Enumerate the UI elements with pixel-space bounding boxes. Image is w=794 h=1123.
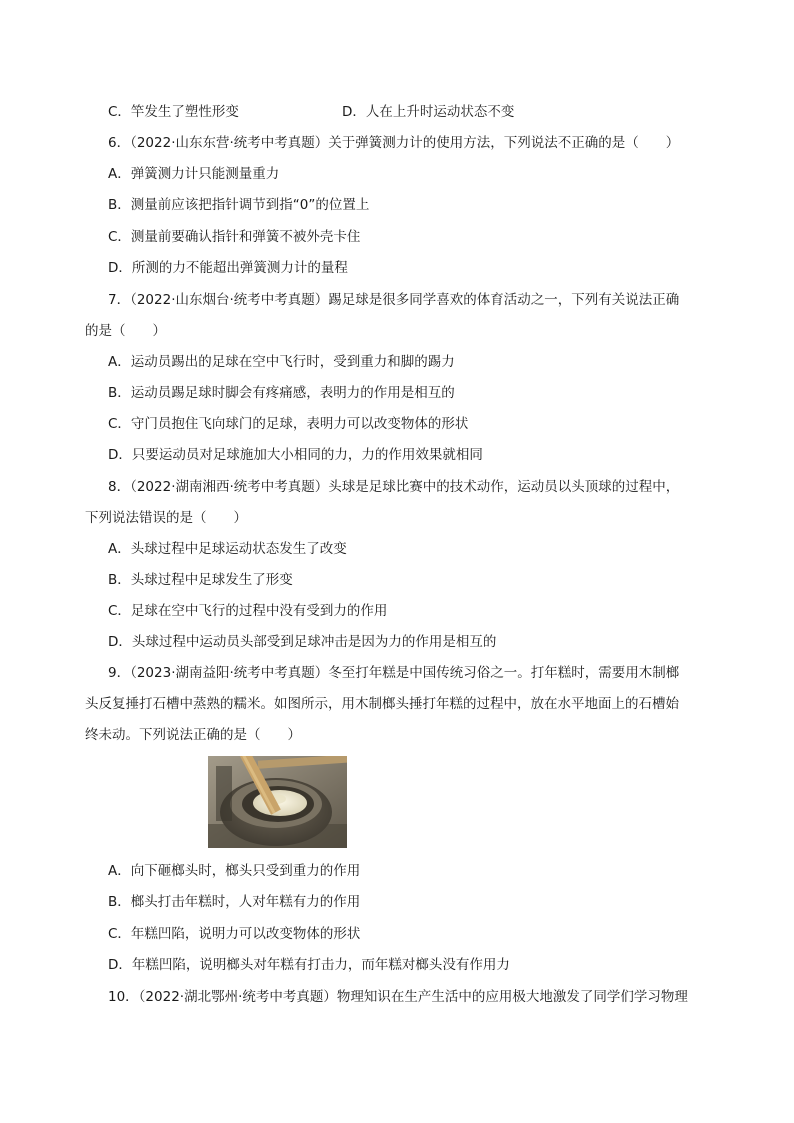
- q8-stem-line1: 8．（2022·湖南湘西·统考中考真题）头球是足球比赛中的技术动作，运动员以头顶球的过程中，: [108, 479, 680, 495]
- q8-option-d: D．头球过程中运动员头部受到足球冲击是因为力的作用是相互的: [108, 634, 497, 650]
- q5-option-d: D．人在上升时运动状态不变: [342, 104, 515, 120]
- q9-stem-line1: 9．（2023·湖南益阳·统考中考真题）冬至打年糕是中国传统习俗之一。打年糕时，需要用木制榔: [108, 665, 680, 681]
- q7-option-b: B．运动员踢足球时脚会有疼痛感，表明力的作用是相互的: [108, 385, 455, 401]
- q8-option-c: C．足球在空中飞行的过程中没有受到力的作用: [108, 603, 388, 619]
- q6-option-d: D．所测的力不能超出弹簧测力计的量程: [108, 260, 348, 276]
- q5-option-c: C．竿发生了塑性形变: [108, 104, 239, 120]
- q6-option-a: A．弹簧测力计只能测量重力: [108, 166, 280, 182]
- q7-stem-line1: 7．（2022·山东烟台·统考中考真题）踢足球是很多同学喜欢的体育活动之一，下列有关说法正确: [108, 292, 680, 308]
- q8-option-b: B．头球过程中足球发生了形变: [108, 572, 293, 588]
- q7-stem-line2: 的是（ ）: [85, 323, 166, 339]
- q9-option-a: A．向下砸榔头时，榔头只受到重力的作用: [108, 863, 361, 879]
- q9-option-c: C．年糕凹陷，说明力可以改变物体的形状: [108, 926, 361, 942]
- q9-option-b: B．榔头打击年糕时，人对年糕有力的作用: [108, 894, 361, 910]
- q7-option-c: C．守门员抱住飞向球门的足球，表明力可以改变物体的形状: [108, 416, 469, 432]
- q6-option-c: C．测量前要确认指针和弹簧不被外壳卡住: [108, 229, 361, 245]
- q7-option-a: A．运动员踢出的足球在空中飞行时，受到重力和脚的踢力: [108, 354, 455, 370]
- rice-cake-pounding-photo: [208, 756, 347, 848]
- q9-stem-line2: 头反复捶打石槽中蒸熟的糯米。如图所示，用木制榔头捶打年糕的过程中，放在水平地面上的石槽始: [85, 696, 679, 712]
- q6-option-b: B．测量前应该把指针调节到指“0”的位置上: [108, 197, 370, 213]
- q8-option-a: A．头球过程中足球运动状态发生了改变: [108, 541, 347, 557]
- q9-option-d: D．年糕凹陷，说明榔头对年糕有打击力，而年糕对榔头没有作用力: [108, 957, 510, 973]
- q10-stem-line1: 10．（2022·湖北鄂州·统考中考真题）物理知识在生产生活中的应用极大地激发了同学们学习物理: [108, 989, 688, 1005]
- q6-stem: 6．（2022·山东东营·统考中考真题）关于弹簧测力计的使用方法，下列说法不正确的是（ ）: [108, 135, 680, 151]
- q8-stem-line2: 下列说法错误的是（ ）: [85, 510, 247, 526]
- q7-option-d: D．只要运动员对足球施加大小相同的力，力的作用效果就相同: [108, 447, 483, 463]
- q9-stem-line3: 终未动。下列说法正确的是（ ）: [85, 727, 301, 743]
- photo-illustration: [208, 756, 347, 848]
